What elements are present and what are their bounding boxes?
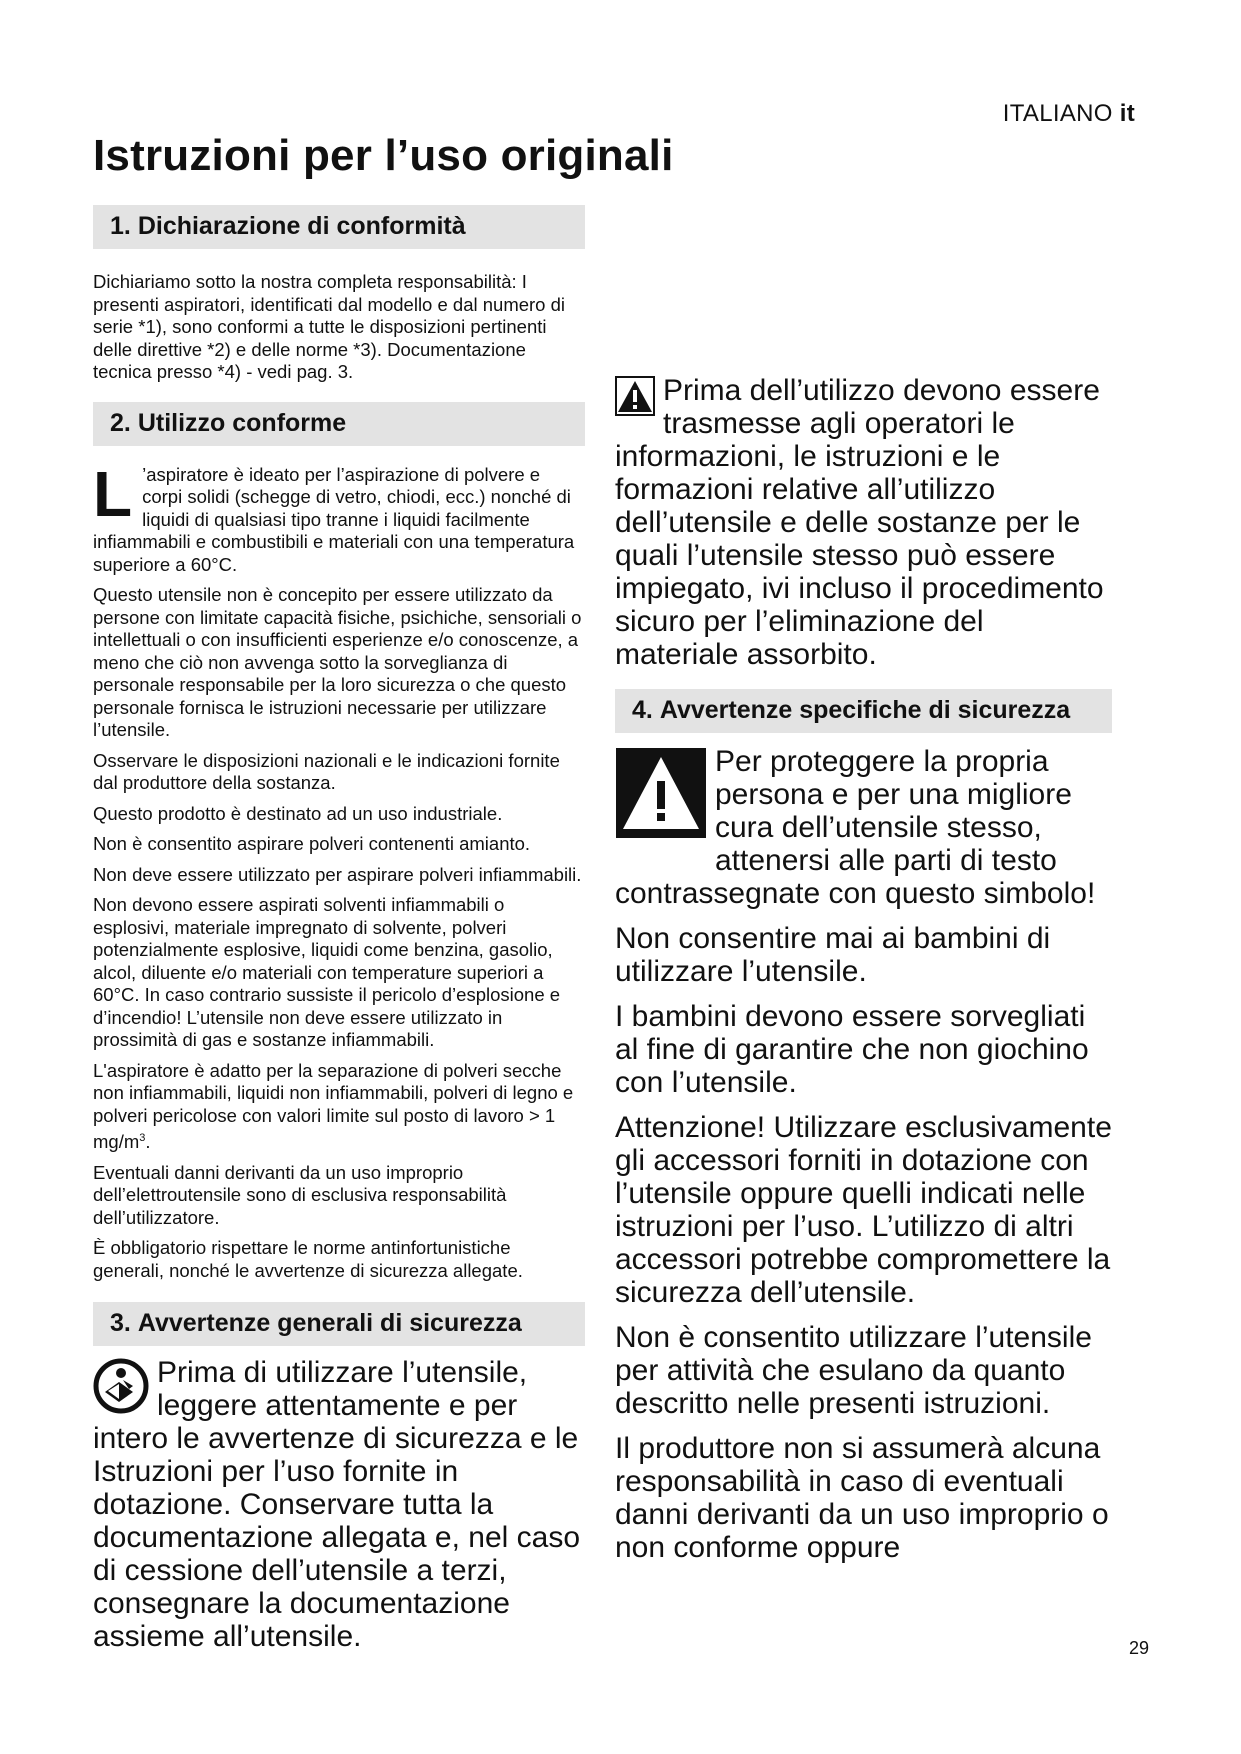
paragraph: L'aspiratore è adatto per la separazione di polveri secche non infiammabili, liquidi non infiammabili, polveri di legno e polveri pericolose con valori limite sul posto di lavoro > 1 $mg/m^3$. — [93, 1059, 574, 1153]
paragraph: Questo prodotto è destinato ad un uso industriale. — [93, 802, 503, 824]
section-2-body — [93, 457, 585, 1283]
read-manual-paragraph: Prima di utilizzare l’utensile, leggere attentamente e per intero le avvertenze di sicurezza e le Istruzioni per l’uso fornite in dotazione. Conservare tutta la documentazione allegata e, nel caso di cessione dell’utensile a terzi, consegnare la documentazione assieme all’utensile. — [93, 1356, 581, 1654]
paragraph: Eventuali danni derivanti da un uso improprio dell’elettroutensile sono di esclusiva responsabilità dell’utilizzatore. — [93, 1161, 507, 1228]
paragraph: Non devono essere aspirati solventi infiammabili o esplosivi, materiale impregnato di solvente, polveri potenzialmente esplosive, liquidi come benzina, gasolio, alcol, diluente e/o materiali con temperature superiori a 60°C. In caso contrario sussiste il pericolo d’esplosione e d’incendio! L’utensile non deve essere utilizzato in prossimità di gas e sostanze infiammabili. — [93, 894, 561, 1050]
warning-paragraph: Per proteggere la propria persona e per una migliore cura dell’utensile stesso, attenersi alle parti di testo contrassegnate con questo simbolo! — [615, 745, 1096, 910]
paragraph: Il produttore non si assumerà alcuna responsabilità in caso di eventuali danni derivanti da un uso improprio o non conforme oppure — [615, 1432, 1109, 1564]
paragraph: Attenzione! Utilizzare esclusivamente gli accessori forniti in dotazione con l’utensile oppure quelli indicati nelle istruzioni per l’uso. L’utilizzo di altri accessori potrebbe compromettere la sicurezza dell’utensile. — [615, 1111, 1112, 1309]
warning-large-icon — [615, 747, 707, 846]
section-3-warning — [615, 374, 1112, 671]
dropcap-letter: L — [93, 457, 133, 530]
section-4-body — [615, 745, 1112, 1564]
section-1-heading: 1. Dichiarazione di conformità — [93, 205, 585, 249]
paragraph: È obbligatorio rispettare le norme antinfortunistiche generali, nonché le avvertenze di sicurezza allegate. — [93, 1237, 523, 1281]
section-4-heading: 4. Avvertenze specifiche di sicurezza — [615, 689, 1112, 733]
section-3-body — [93, 1356, 585, 1653]
warning-paragraph: Prima dell’utilizzo devono essere trasmesse agli operatori le informazioni, le istruzioni e le formazioni relative all’utilizzo dell’utensile e delle sostanze per le quali l’utensile stesso può essere impiegato, ivi incluso il procedimento sicuro per l’eliminazione del materiale assorbito. — [615, 374, 1104, 671]
paragraph: I bambini devono essere sorvegliati al fine di garantire che non giochino con l’utensile. — [615, 1000, 1089, 1099]
intro-paragraph: L ’aspiratore è ideato per l’aspirazione di polvere e corpi solidi (schegge di vetro, chiodi, ecc.) nonché di liquidi di qualsiasi tipo tranne i liquidi facilmente infiammabili e combustibili e materiali con una temperatura superiore a 60°C. — [93, 457, 575, 575]
page-number: 29 — [1128, 1638, 1149, 1658]
paragraph: Osservare le disposizioni nazionali e le indicazioni fornite dal produttore della sostanza. — [93, 749, 560, 793]
paragraph: Non è consentito aspirare polveri contenenti amianto. — [93, 833, 531, 854]
section-3-heading: 3. Avvertenze generali di sicurezza — [93, 1302, 585, 1346]
page-title: Istruzioni per l’uso originali — [93, 131, 674, 180]
paragraph: Non deve essere utilizzato per aspirare polveri infiammabili. — [93, 863, 582, 885]
read-manual-icon — [93, 1358, 149, 1421]
paragraph: Non è consentito utilizzare l’utensile per attività che esulano da quanto descritto nelle presenti istruzioni. — [615, 1321, 1092, 1420]
paragraph: Questo utensile non è concepito per essere utilizzato da persone con limitate capacità fisiche, psichiche, sensoriali o intellettuali o con insufficienti esperienze e/o conoscenze, a meno che ciò non avvenga sotto la sorveglianza di personale responsabile per la loro sicurezza o che questo personale fornisca le istruzioni necessarie per utilizzare l’utensile. — [93, 584, 582, 740]
section-2-heading: 2. Utilizzo conforme — [93, 402, 585, 446]
left-column — [93, 205, 585, 1653]
paragraph: Non consentire mai ai bambini di utilizzare l’utensile. — [615, 922, 1051, 988]
language-label: ITALIANO it — [1002, 100, 1135, 127]
right-column — [615, 196, 1112, 1576]
paragraph: Dichiariamo sotto la nostra completa responsabilità: I presenti aspiratori, identificati dal modello e dal numero di serie *1), sono conformi a tutte le disposizioni pertinenti delle direttive *2) e delle norme *3). Documentazione tecnica presso *4) - vedi pag. 3. — [93, 271, 566, 382]
section-1-body — [93, 271, 585, 384]
warning-icon — [615, 376, 655, 423]
